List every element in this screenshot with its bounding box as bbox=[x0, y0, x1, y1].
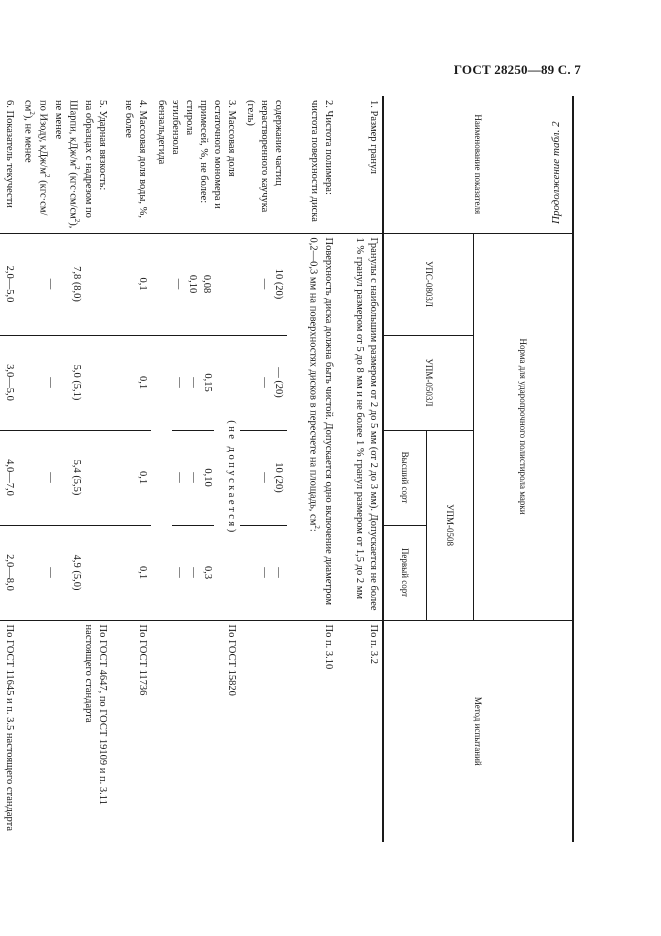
cell-upc: 2,0—5,0 bbox=[0, 233, 18, 335]
cell-upm-group bbox=[151, 335, 240, 620]
spacer bbox=[57, 340, 69, 426]
row-method: По ГОСТ 11645 и п. 3.5 настоящего стандарта bbox=[0, 620, 18, 842]
row-value-tail: : bbox=[307, 528, 319, 532]
row-method bbox=[240, 620, 287, 842]
text: по Изоду, кДж/м bbox=[37, 100, 49, 174]
row-name-line: стирола bbox=[183, 100, 195, 136]
cell-upm0503 bbox=[18, 335, 112, 430]
row-method: По п. 3.10 bbox=[287, 620, 337, 842]
col-upc-header: УПС-0803Л bbox=[383, 233, 474, 335]
spacer bbox=[83, 238, 109, 331]
cell-value: 0,10 bbox=[202, 468, 214, 487]
cell-value: — (20) bbox=[273, 367, 284, 398]
cell-value: 4,9 (5,0) bbox=[71, 554, 83, 591]
col-high-grade-header: Высший сорт bbox=[383, 430, 427, 525]
continuation-text: Продолжение табл. 2 bbox=[550, 121, 562, 224]
spacer bbox=[57, 238, 69, 331]
cell-value: — bbox=[258, 472, 270, 483]
cell-high: 4,0—7,0 bbox=[0, 430, 18, 525]
col-name-header: Наименование показателя bbox=[383, 96, 573, 233]
row-method: По ГОСТ 15820 bbox=[151, 620, 240, 842]
cell-value: — bbox=[173, 278, 185, 290]
spacer bbox=[83, 340, 109, 426]
col-upm0503-header: УПМ-0503Л bbox=[383, 335, 474, 430]
cell-high bbox=[18, 430, 112, 525]
row-method: По ГОСТ 4647, по ГОСТ 19109 и п. 3.11 настоящего стандарта bbox=[18, 620, 112, 842]
cell-first bbox=[172, 525, 215, 620]
row-name: содержание частиц нерастворенного каучука (гель) bbox=[244, 100, 284, 213]
row-name-line bbox=[20, 100, 51, 229]
spacer bbox=[57, 530, 69, 616]
row-name: 4. Массовая доля воды, %, не более bbox=[123, 100, 149, 219]
row-name bbox=[151, 96, 240, 233]
row-purity bbox=[287, 96, 337, 842]
cell-value: — bbox=[188, 472, 200, 483]
cell-value: — bbox=[188, 567, 200, 578]
text: (кгс·см/см bbox=[67, 169, 79, 219]
row-value-sup: 2 bbox=[312, 525, 321, 529]
cell-high: 0,1 bbox=[111, 430, 151, 525]
specs-table bbox=[0, 96, 574, 842]
row-value-text: Поверхность диска должна быть чистой. Допускается одно включение диаметром 0,2—0,3 мм на поверхностях дисков в пересчете на площадь, см bbox=[307, 237, 334, 606]
cell-upm0503 bbox=[172, 336, 215, 430]
cell-first: 2,0—8,0 bbox=[0, 525, 18, 620]
row-name-line: 3. Массовая доля остаточного мономера и примесей, %, не более: bbox=[198, 100, 238, 209]
cell-value: — bbox=[173, 567, 185, 578]
cell-value: 10 (20) bbox=[273, 268, 284, 300]
cell-upc: 0,1 bbox=[111, 233, 151, 335]
cell-value: — bbox=[45, 278, 57, 290]
spacer bbox=[83, 530, 109, 616]
spacer bbox=[213, 238, 226, 331]
cell-value: — bbox=[273, 567, 284, 578]
row-value: Гранулы с наибольшим размером от 2 до 5 мм (от 2 до 3 мм). Допускается не более 1 % гранул размером от 5 до 8 мм и не более 1 % гранул размером от 1,5 до 2 мм bbox=[337, 233, 383, 620]
cell-value: 0,10 bbox=[187, 274, 199, 294]
cell-upm0503: 0,1 bbox=[111, 335, 151, 430]
row-name-line: этилбензола bbox=[169, 100, 181, 155]
row-method: По п. 3.2 bbox=[337, 620, 383, 842]
cell-high bbox=[172, 430, 215, 525]
page-header: ГОСТ 28250—89 С. 7 bbox=[453, 62, 581, 77]
spacer bbox=[226, 238, 238, 331]
cell-value: 0,3 bbox=[202, 565, 214, 580]
cell-value: 5,0 (5,1) bbox=[71, 364, 83, 401]
norm-header: Норма для ударопрочного полистирола марки bbox=[474, 233, 574, 620]
row-name bbox=[287, 96, 337, 233]
col-first-grade-header: Первый сорт bbox=[383, 525, 427, 620]
cell-value: 7,8 (8,0) bbox=[71, 266, 83, 302]
cell-value: 10 (20) bbox=[273, 462, 284, 493]
row-water bbox=[111, 96, 151, 842]
cell-value: 0,15 bbox=[202, 373, 214, 392]
cell-value: — bbox=[258, 278, 270, 290]
row-name: 6. Показатель текучести bbox=[3, 100, 15, 208]
row-name-line: бензальдегида bbox=[155, 100, 167, 165]
row-name bbox=[18, 96, 112, 233]
cell-value: 0,08 bbox=[201, 274, 213, 294]
cell-value: 5,4 (5,5) bbox=[71, 459, 83, 496]
cell-first bbox=[240, 525, 287, 620]
row-gel bbox=[240, 96, 287, 842]
sup: 2 bbox=[73, 218, 82, 223]
cell-value: — bbox=[258, 567, 270, 578]
cell-upm-values bbox=[172, 336, 215, 620]
row-value bbox=[287, 233, 337, 620]
row-method: По ГОСТ 11736 bbox=[111, 620, 151, 842]
sup: 2 bbox=[73, 166, 82, 170]
row-name: 1. Размер гранул bbox=[368, 100, 379, 175]
cell-upm0503 bbox=[240, 335, 287, 430]
row-granule-size bbox=[337, 96, 383, 842]
cell-value: — bbox=[173, 377, 185, 388]
cell-value: — bbox=[45, 472, 57, 483]
cell-value: — bbox=[45, 567, 57, 578]
cell-upc bbox=[240, 233, 287, 335]
row-name-line: чистота поверхности диска bbox=[308, 100, 320, 222]
sup: 2 bbox=[43, 173, 52, 178]
cell-upc bbox=[18, 233, 112, 335]
text: на образцах с надрезом по Шарпи, кДж/м bbox=[67, 100, 95, 218]
spacer bbox=[83, 435, 109, 521]
cell-value: — bbox=[188, 377, 200, 388]
cell-value: — bbox=[173, 472, 185, 483]
row-residual-monomer bbox=[151, 96, 240, 842]
cell-first bbox=[18, 525, 112, 620]
cell-value: — bbox=[258, 377, 270, 388]
cell-upc bbox=[151, 233, 240, 335]
row-name-line: 2. Чистота полимера: bbox=[323, 100, 334, 195]
text: ), не менее bbox=[53, 100, 79, 229]
spacer bbox=[57, 435, 69, 521]
cell-first: 0,1 bbox=[111, 525, 151, 620]
row-name-line: 5. Ударная вязкость: bbox=[97, 100, 109, 191]
cell-high bbox=[240, 430, 287, 525]
text: (кгс·см/см bbox=[22, 100, 49, 216]
sup: 2 bbox=[27, 111, 36, 115]
row-name-line bbox=[51, 100, 95, 229]
not-allowed-note: (не допускается) bbox=[226, 420, 238, 535]
row-impact bbox=[18, 96, 112, 842]
text: ), не менее bbox=[22, 114, 34, 163]
cell-value: — bbox=[45, 377, 57, 388]
col-upm0508-header: УПМ-0508 bbox=[427, 430, 474, 620]
row-melt-flow bbox=[0, 96, 18, 842]
col-method-header: Метод испытаний bbox=[383, 620, 573, 842]
cell-upm0503: 3,0—5,0 bbox=[0, 335, 18, 430]
